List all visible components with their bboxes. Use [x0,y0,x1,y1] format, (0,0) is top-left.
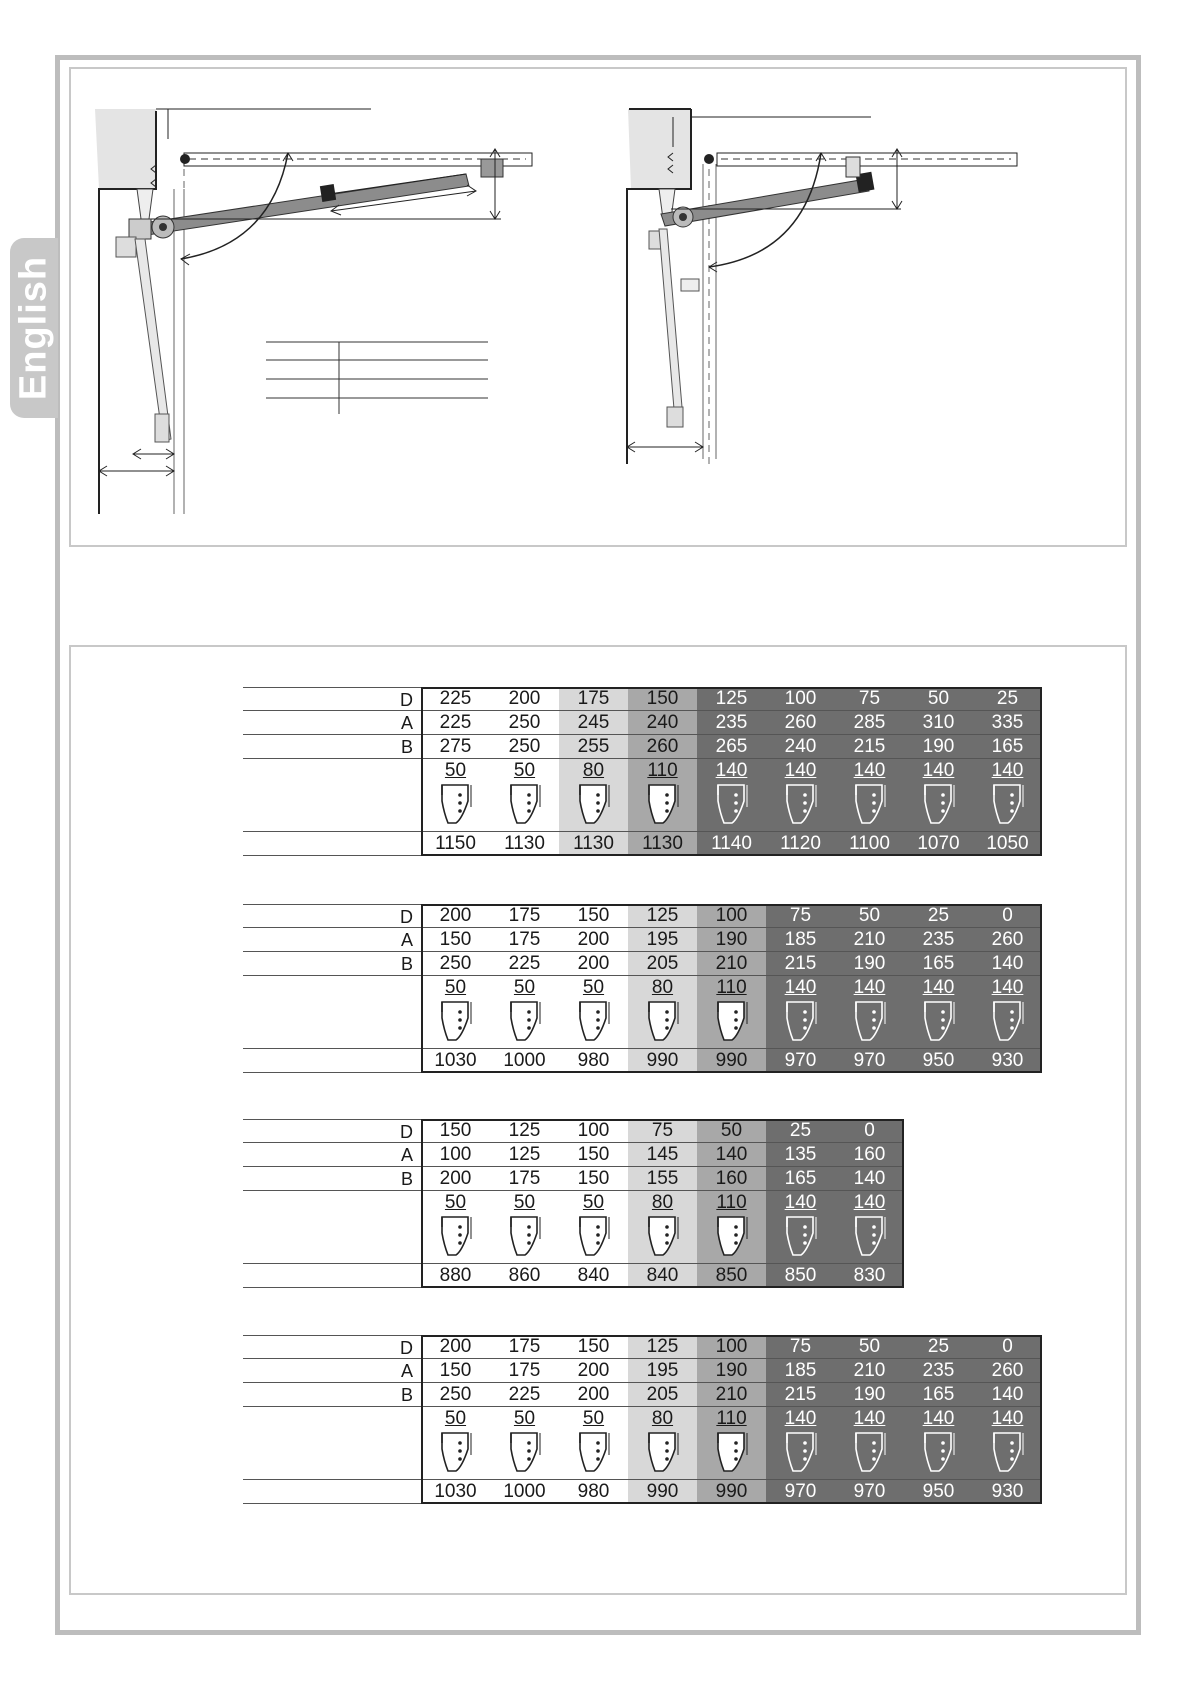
value-cell-A: 260 [784,712,817,733]
bracket-size: 50 [513,1192,536,1213]
row-label: D [243,687,421,711]
bracket-size: 140 [922,977,955,998]
value-cell-B: 255 [577,736,610,757]
value-cell-A: 140 [715,1144,748,1165]
value-cell-A: 235 [715,712,748,733]
value-cell-A: 145 [646,1144,679,1165]
total-cell: 970 [784,1050,817,1071]
table-border [421,1119,904,1288]
total-cell: 950 [922,1481,955,1502]
total-cell: 990 [715,1050,748,1071]
value-cell-A: 135 [784,1144,817,1165]
bracket-size: 50 [513,760,536,781]
value-cell-A: 150 [577,1144,610,1165]
total-cell: 850 [715,1265,748,1286]
row-label [243,1049,421,1073]
installation-diagram-panel [69,67,1127,547]
total-cell: 860 [508,1265,541,1286]
total-cell: 990 [715,1481,748,1502]
bracket-size: 140 [715,760,748,781]
row-label: A [243,928,421,952]
bracket-size: 140 [853,760,886,781]
bracket-size: 50 [513,977,536,998]
bracket-size: 140 [784,1192,817,1213]
value-cell-B: 190 [853,953,886,974]
value-cell-A: 260 [991,1360,1024,1381]
value-cell-A: 335 [991,712,1024,733]
total-cell: 990 [646,1050,679,1071]
table-border [421,1335,1042,1504]
value-cell-D: 175 [508,1336,541,1357]
value-cell-A: 260 [991,929,1024,950]
value-cell-D: 125 [646,905,679,926]
diagram-right [627,109,1017,464]
table-border [421,687,1042,856]
row-label: D [243,1119,421,1143]
bracket-size: 140 [853,1408,886,1429]
value-cell-B: 140 [991,1384,1024,1405]
value-cell-A: 200 [577,1360,610,1381]
value-cell-B: 215 [784,1384,817,1405]
row-label: A [243,1359,421,1383]
row-label [243,1480,421,1504]
row-label [243,759,421,832]
value-cell-A: 150 [439,1360,472,1381]
value-cell-B: 140 [991,953,1024,974]
total-cell: 970 [853,1050,886,1071]
value-cell-A: 160 [853,1144,886,1165]
row-label [243,1264,421,1288]
row-label: D [243,904,421,928]
total-cell: 1030 [434,1050,477,1071]
value-cell-A: 185 [784,929,817,950]
value-cell-B: 215 [784,953,817,974]
bracket-size: 50 [444,760,467,781]
bracket-size: 50 [513,1408,536,1429]
language-label: English [12,255,55,401]
bracket-size: 50 [582,1192,605,1213]
value-cell-D: 100 [715,905,748,926]
value-cell-B: 190 [853,1384,886,1405]
bracket-size: 80 [651,977,674,998]
value-cell-D: 100 [715,1336,748,1357]
value-cell-D: 25 [927,905,950,926]
value-cell-B: 210 [715,953,748,974]
value-cell-B: 150 [577,1168,610,1189]
value-cell-B: 275 [439,736,472,757]
total-cell: 990 [646,1481,679,1502]
row-label: A [243,1143,421,1167]
dimension-tables-panel [69,645,1127,1595]
value-cell-B: 210 [715,1384,748,1405]
bracket-size: 80 [651,1408,674,1429]
value-cell-A: 175 [508,929,541,950]
row-label: D [243,1335,421,1359]
value-cell-B: 215 [853,736,886,757]
total-cell: 1030 [434,1481,477,1502]
value-cell-A: 210 [853,1360,886,1381]
value-cell-B: 250 [439,1384,472,1405]
value-cell-D: 25 [927,1336,950,1357]
value-cell-A: 285 [853,712,886,733]
total-cell: 830 [853,1265,886,1286]
value-cell-D: 125 [646,1336,679,1357]
total-cell: 1130 [504,833,545,854]
value-cell-B: 250 [439,953,472,974]
bracket-size: 140 [784,760,817,781]
total-cell: 1130 [573,833,614,854]
value-cell-D: 150 [646,688,679,709]
total-cell: 1120 [780,833,821,854]
value-cell-A: 100 [439,1144,472,1165]
row-label: B [243,1167,421,1191]
value-cell-B: 265 [715,736,748,757]
value-cell-A: 190 [715,1360,748,1381]
bracket-size: 50 [582,1408,605,1429]
value-cell-D: 125 [715,688,748,709]
value-cell-D: 25 [996,688,1019,709]
row-label [243,1191,421,1264]
bracket-size: 140 [784,977,817,998]
value-cell-B: 225 [508,953,541,974]
value-cell-A: 195 [646,929,679,950]
value-cell-D: 75 [789,1336,812,1357]
bracket-size: 110 [647,760,678,781]
value-cell-B: 205 [646,953,679,974]
value-cell-D: 100 [577,1120,610,1141]
bracket-size: 50 [444,1192,467,1213]
value-cell-B: 205 [646,1384,679,1405]
total-cell: 1000 [503,1050,546,1071]
value-cell-D: 75 [858,688,881,709]
row-label: B [243,735,421,759]
value-cell-A: 250 [508,712,541,733]
value-cell-A: 240 [646,712,679,733]
value-cell-A: 235 [922,929,955,950]
bracket-size: 140 [991,760,1024,781]
bracket-size: 80 [582,760,605,781]
bracket-size: 80 [651,1192,674,1213]
bracket-size: 140 [922,1408,955,1429]
total-cell: 1100 [849,833,890,854]
value-cell-D: 100 [784,688,817,709]
bracket-size: 140 [991,1408,1024,1429]
bracket-size: 50 [444,1408,467,1429]
value-cell-D: 175 [577,688,610,709]
value-cell-D: 175 [508,905,541,926]
value-cell-B: 260 [646,736,679,757]
total-cell: 1000 [503,1481,546,1502]
total-cell: 970 [784,1481,817,1502]
value-cell-D: 0 [1002,1336,1013,1357]
bracket-size: 110 [716,1192,747,1213]
value-cell-B: 165 [922,953,955,974]
row-label [243,832,421,856]
value-cell-D: 0 [864,1120,875,1141]
total-cell: 880 [439,1265,472,1286]
installation-diagrams [71,69,1129,549]
total-cell: 850 [784,1265,817,1286]
value-cell-A: 245 [577,712,610,733]
value-cell-A: 190 [715,929,748,950]
total-cell: 930 [991,1481,1024,1502]
row-label: B [243,1383,421,1407]
value-cell-B: 190 [922,736,955,757]
value-cell-B: 200 [439,1168,472,1189]
value-cell-D: 200 [439,1336,472,1357]
bracket-size: 140 [922,760,955,781]
value-cell-D: 75 [789,905,812,926]
value-cell-B: 165 [922,1384,955,1405]
diagram-left [95,109,532,514]
value-cell-D: 200 [508,688,541,709]
value-cell-B: 200 [577,953,610,974]
value-cell-D: 150 [577,1336,610,1357]
total-cell: 1140 [711,833,752,854]
total-cell: 840 [577,1265,610,1286]
value-cell-A: 150 [439,929,472,950]
value-cell-A: 200 [577,929,610,950]
value-cell-D: 50 [927,688,950,709]
value-cell-B: 160 [715,1168,748,1189]
value-cell-B: 250 [508,736,541,757]
value-cell-A: 175 [508,1360,541,1381]
total-cell: 1150 [435,833,476,854]
value-cell-D: 50 [858,1336,881,1357]
row-label [243,1407,421,1480]
bracket-size: 110 [716,977,747,998]
value-cell-B: 175 [508,1168,541,1189]
value-cell-D: 150 [439,1120,472,1141]
bracket-size: 140 [853,1192,886,1213]
total-cell: 980 [577,1050,610,1071]
value-cell-A: 210 [853,929,886,950]
value-cell-D: 75 [651,1120,674,1141]
value-cell-D: 50 [858,905,881,926]
value-cell-B: 200 [577,1384,610,1405]
value-cell-A: 225 [439,712,472,733]
bracket-size: 140 [991,977,1024,998]
value-cell-A: 195 [646,1360,679,1381]
total-cell: 840 [646,1265,679,1286]
value-cell-B: 240 [784,736,817,757]
value-cell-D: 125 [508,1120,541,1141]
value-cell-A: 185 [784,1360,817,1381]
value-cell-A: 125 [508,1144,541,1165]
value-cell-D: 25 [789,1120,812,1141]
value-cell-B: 155 [646,1168,679,1189]
bracket-size: 140 [784,1408,817,1429]
value-cell-B: 140 [853,1168,886,1189]
value-cell-B: 165 [991,736,1024,757]
value-cell-B: 225 [508,1384,541,1405]
value-cell-D: 150 [577,905,610,926]
value-cell-D: 200 [439,905,472,926]
row-label: A [243,711,421,735]
total-cell: 980 [577,1481,610,1502]
value-cell-D: 50 [720,1120,743,1141]
total-cell: 970 [853,1481,886,1502]
table-border [421,904,1042,1073]
value-cell-D: 225 [439,688,472,709]
bracket-size: 140 [853,977,886,998]
value-cell-A: 310 [922,712,955,733]
row-label: B [243,952,421,976]
bracket-size: 50 [582,977,605,998]
total-cell: 930 [991,1050,1024,1071]
bracket-size: 50 [444,977,467,998]
total-cell: 1050 [986,833,1029,854]
total-cell: 1130 [642,833,683,854]
value-cell-B: 165 [784,1168,817,1189]
bracket-size: 110 [716,1408,747,1429]
value-cell-A: 235 [922,1360,955,1381]
total-cell: 950 [922,1050,955,1071]
total-cell: 1070 [917,833,960,854]
row-label [243,976,421,1049]
value-cell-D: 0 [1002,905,1013,926]
